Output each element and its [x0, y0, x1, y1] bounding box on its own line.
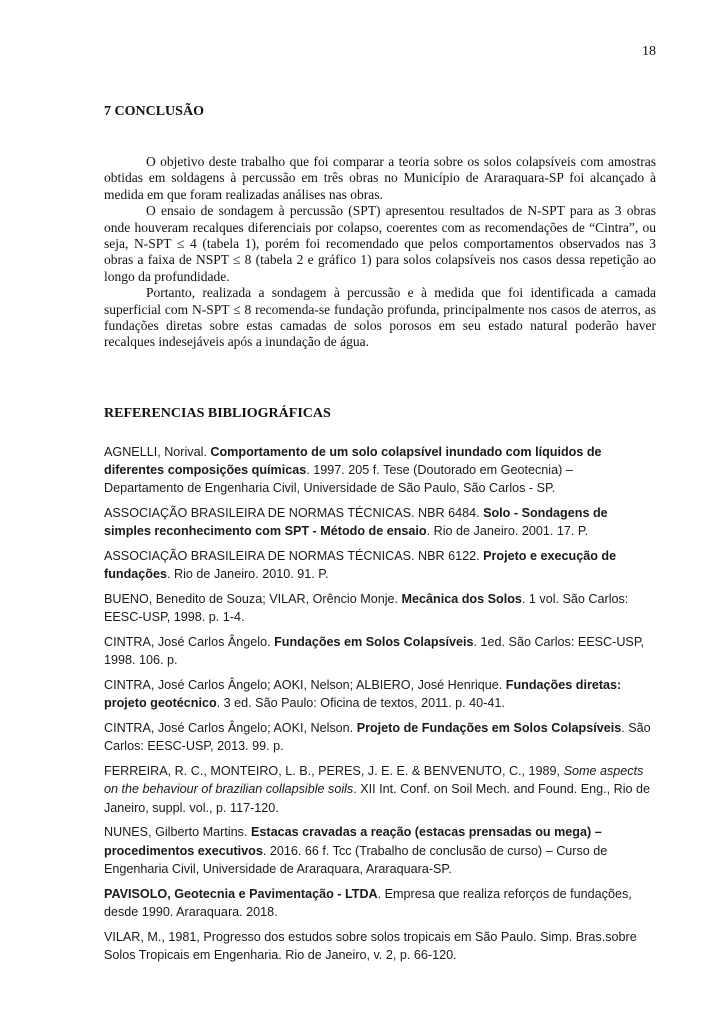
reference-title: Mecânica dos Solos — [401, 592, 522, 607]
reference-item — [104, 504, 656, 540]
reference-title: Projeto de Fundações em Solos Colapsíveis — [356, 721, 622, 736]
reference-details: . 1 vol. São Carlos: EESC-USP, 1998. p. 1-4. — [104, 592, 629, 625]
reference-title: PAVISOLO, Geotecnia e Pavimentação - LTDA — [104, 886, 378, 901]
reference-item — [104, 676, 656, 712]
reference-title: Estacas cravadas a reação (estacas prensadas ou mega) – procedimentos executivos — [104, 825, 602, 858]
reference-details: . XII Int. Conf. on Soil Mech. and Found. Eng., Rio de Janeiro, suppl. vol., p. 117-120. — [104, 782, 651, 815]
reference-item — [104, 633, 656, 669]
reference-title: Fundações em Solos Colapsíveis — [274, 635, 474, 650]
reference-item — [104, 547, 656, 583]
reference-authors: NUNES, Gilberto Martins. — [104, 825, 251, 840]
reference-authors: ASSOCIAÇÃO BRASILEIRA DE NORMAS TÉCNICAS. NBR 6122. — [104, 549, 484, 564]
reference-authors: AGNELLI, Norival. — [104, 445, 211, 459]
paragraph: Portanto, realizada a sondagem à percussão e à medida que foi identificada a camada superficial com N-SPT ≤ 8 recomenda-se fundação profunda, principalmente nos casos de aterros, as fundações diretas sobre estas camadas de solos porosos em seu estado natural poderão haver recalques indesejáveis após a inundação de água. — [104, 285, 656, 350]
reference-item — [104, 443, 656, 498]
reference-details: . Rio de Janeiro. 2001. 17. P. — [426, 524, 589, 539]
reference-authors: CINTRA, José Carlos Ângelo. — [104, 635, 275, 650]
page-number: 18 — [642, 44, 656, 59]
reference-details: . 1ed. São Carlos: EESC-USP, 1998. 106. p. — [104, 635, 645, 668]
reference-authors: BUENO, Benedito de Souza; VILAR, Orêncio Monje. — [104, 592, 402, 607]
conclusion-body — [104, 154, 656, 351]
reference-title: Some aspects on the behaviour of brazilian collapsible soils — [104, 764, 644, 797]
reference-details: . Rio de Janeiro. 2010. 91. P. — [166, 567, 329, 582]
reference-details: . 3 ed. São Paulo: Oficina de textos, 2011. p. 40-41. — [216, 696, 505, 711]
reference-authors: ASSOCIAÇÃO BRASILEIRA DE NORMAS TÉCNICAS. NBR 6484. — [104, 506, 484, 521]
reference-details: . Empresa que realiza reforços de fundações, desde 1990. Araraquara. 2018. — [104, 886, 632, 919]
reference-item — [104, 719, 656, 755]
reference-item — [104, 762, 656, 817]
section-title: 7 CONCLUSÃO — [104, 104, 204, 119]
reference-authors: CINTRA, José Carlos Ângelo; AOKI, Nelson. — [104, 721, 357, 736]
references-title: REFERENCIAS BIBLIOGRÁFICAS — [104, 406, 331, 421]
references-list — [104, 443, 656, 971]
reference-authors: CINTRA, José Carlos Ângelo; AOKI, Nelson; ALBIERO, José Henrique. — [104, 678, 506, 693]
reference-authors: FERREIRA, R. C., MONTEIRO, L. B., PERES, J. E. E. & BENVENUTO, C., 1989, — [104, 764, 564, 779]
reference-authors: VILAR, M., 1981, Progresso dos estudos sobre solos tropicais em São Paulo. Simp. Bras.sobre Solos Tropicais em Engenharia. Rio de Janeiro, v. 2, p. 66-120. — [104, 929, 637, 962]
reference-title: Comportamento de um solo colapsível inundado com líquidos de diferentes composições químicas — [104, 445, 602, 478]
reference-title: Solo - Sondagens de simples reconhecimento com SPT - Método de ensaio — [104, 506, 608, 539]
paragraph: O ensaio de sondagem à percussão (SPT) apresentou resultados de N-SPT para as 3 obras onde houveram recalques diferenciais por colapso, coerentes com as recomendações de “Cintra”, ou seja, N-SPT ≤ 4 (tabela 1), porém foi recomendado que pelos comportamentos observados nas 3 obras a faixa de NSPT ≤ 8 (tabela 2 e gráfico 1) para solos colapsíveis nos casos dessa repetição ao longo da profundidade. — [104, 203, 656, 284]
reference-details: . 2016. 66 f. Tcc (Trabalho de conclusão de curso) – Curso de Engenharia Civil, Universidade de Araraquara, Araraquara-SP. — [104, 843, 608, 876]
reference-item — [104, 823, 656, 878]
reference-item — [104, 928, 656, 964]
reference-item — [104, 590, 656, 626]
reference-details: . 1997. 205 f. Tese (Doutorado em Geotecnia) – Departamento de Engenharia Civil, Universidade de São Paulo, São Carlos - SP. — [104, 463, 573, 496]
reference-item — [104, 885, 656, 921]
reference-details: . São Carlos: EESC-USP, 2013. 99. p. — [104, 721, 651, 754]
reference-title: Projeto e execução de fundações — [104, 549, 617, 582]
reference-title: Fundações diretas: projeto geotécnico — [104, 678, 622, 711]
paragraph: O objetivo deste trabalho que foi comparar a teoria sobre os solos colapsíveis com amostras obtidas em soldagens à percussão em três obras no Município de Araraquara-SP foi alcançado à medida em que foram realizadas análises nas obras. — [104, 154, 656, 202]
